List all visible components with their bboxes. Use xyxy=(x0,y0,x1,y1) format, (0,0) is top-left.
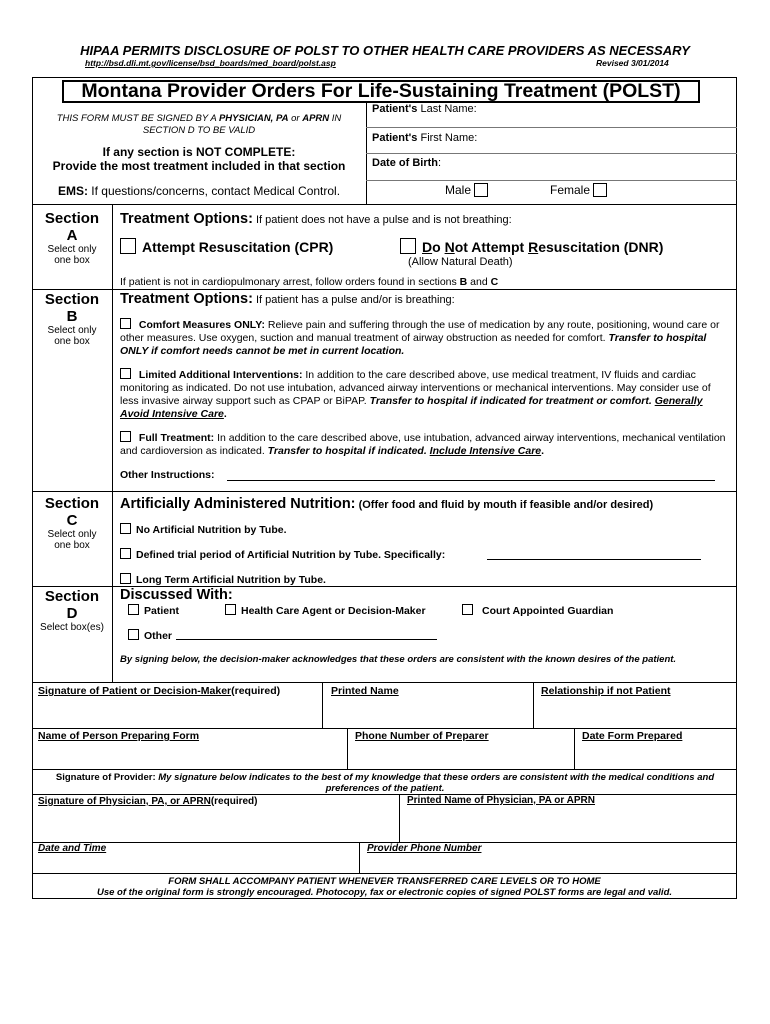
discussed-guardian-label: Court Appointed Guardian xyxy=(482,605,614,617)
limited-label: Limited Additional Interventions: xyxy=(138,369,303,381)
full-label: Full Treatment: xyxy=(138,432,215,444)
other-instructions-label: Other Instructions: xyxy=(120,469,215,481)
dob-label-b: Date of Birth xyxy=(372,157,438,169)
date-time-label: Date and Time xyxy=(38,843,107,854)
dnr-option[interactable] xyxy=(400,238,663,255)
last-name-label: Last Name: xyxy=(417,103,477,115)
decision-maker-acknowledgement: By signing below, the decision-maker acknowledges that these orders are consistent with the known desires of the patient. xyxy=(120,654,677,665)
printed-name-label: Printed Name xyxy=(331,685,399,697)
section-b-title-note: If patient has a pulse and/or is breathing: xyxy=(252,294,455,306)
discussed-other-option[interactable] xyxy=(128,629,172,643)
incomplete-1: If any section is NOT COMPLETE: xyxy=(102,145,296,159)
preparer-name-label: Name of Person Preparing Form xyxy=(38,730,200,742)
sig-patient-field[interactable] xyxy=(33,698,322,728)
section-d-label xyxy=(32,588,112,633)
trial-nutrition-option[interactable] xyxy=(120,548,445,562)
no-nutrition-label: No Artificial Nutrition by Tube. xyxy=(136,524,287,536)
limited-checkbox[interactable] xyxy=(120,368,131,379)
section-c-title-note: (Offer food and fluid by mouth if feasible and/or desired) xyxy=(355,499,654,511)
sign-or: or xyxy=(288,113,303,124)
a-footer-pre: If patient is not in cardiopulmonary arrest, follow orders found in sections xyxy=(120,276,460,288)
section-a-title-note: If patient does not have a pulse and is not breathing: xyxy=(252,214,512,226)
date-time-field[interactable] xyxy=(33,856,359,873)
discussed-guardian-checkbox[interactable] xyxy=(462,604,473,615)
ems-text: If questions/concerns, contact Medical Control. xyxy=(87,184,341,198)
section-b-sub1: Select only xyxy=(47,325,97,336)
provider-text: My signature below indicates to the best of my knowledge that these orders are consistent with the medical conditions and preferences of the patient. xyxy=(155,772,715,794)
dnr-2: ot Attempt xyxy=(454,239,529,255)
full-include: Include Intensive Care xyxy=(429,445,542,457)
discussed-agent-option[interactable] xyxy=(225,604,426,618)
preparer-name-field[interactable] xyxy=(33,743,347,769)
footer-line1: FORM SHALL ACCOMPANY PATIENT WHENEVER TRANSFERRED CARE LEVELS OR TO HOME xyxy=(168,876,601,887)
discussed-patient-option[interactable] xyxy=(128,604,179,618)
cpr-option[interactable] xyxy=(120,238,333,255)
no-nutrition-checkbox[interactable] xyxy=(120,523,131,534)
patient-first-name-field[interactable] xyxy=(372,132,477,145)
sign-b1: PHYSICIAN, PA xyxy=(218,113,289,124)
section-c-sub2: one box xyxy=(54,540,90,551)
section-column-divider xyxy=(112,204,113,682)
first-name-label: First Name: xyxy=(417,132,478,144)
dnr-r: R xyxy=(528,239,539,255)
section-c-letter: C xyxy=(66,512,78,529)
comfort-text: Relieve pain and suffering through the use of medication by any route, positioning, wound care or other measures. Use oxygen, suction and manual treatment of airway obstruction as needed for comfort. xyxy=(120,319,720,344)
no-nutrition-option[interactable] xyxy=(120,523,287,537)
sign-b2: APRN xyxy=(302,113,330,124)
discussed-patient-checkbox[interactable] xyxy=(128,604,139,615)
provider-label: Signature of Provider: xyxy=(55,772,156,783)
trial-nutrition-label: Defined trial period of Artificial Nutrition by Tube. Specifically: xyxy=(136,549,446,561)
female-label: Female xyxy=(550,183,591,197)
footer-notice xyxy=(33,876,736,898)
last-name-label-b: Patient's xyxy=(372,103,418,115)
long-term-nutrition-checkbox[interactable] xyxy=(120,573,131,584)
full-transfer: Transfer to hospital if indicated. xyxy=(267,445,430,457)
discussed-other-checkbox[interactable] xyxy=(128,629,139,640)
signature-requirement xyxy=(36,113,362,137)
limited-transfer: Transfer to hospital if indicated for treatment or comfort. xyxy=(369,395,655,407)
full-text: In addition to the care described above, use intubation, advanced airway interventions, mechanical ventilation and cardioversion as indicated. xyxy=(120,432,726,457)
limited-avoid: Generally Avoid Intensive Care xyxy=(120,395,703,420)
section-b-title xyxy=(120,290,455,308)
a-footer-and: and xyxy=(467,276,491,288)
dnr-1: o xyxy=(432,239,445,255)
comfort-checkbox[interactable] xyxy=(120,318,131,329)
discussed-patient-label: Patient xyxy=(144,605,180,617)
ems-notice xyxy=(36,184,362,198)
section-a-sub2: one box xyxy=(54,255,90,266)
discussed-other-line xyxy=(176,639,437,640)
section-a-head: Section xyxy=(44,210,100,227)
male-checkbox[interactable] xyxy=(445,183,494,197)
female-box[interactable] xyxy=(593,183,607,197)
cpr-label: Attempt Resuscitation (CPR) xyxy=(142,239,334,255)
relationship-field[interactable] xyxy=(534,698,736,728)
cpr-checkbox[interactable] xyxy=(120,238,136,254)
sig-physician-text: Signature of Physician, PA, or APRN xyxy=(38,796,211,807)
form-url-link[interactable]: http://bsd.dli.mt.gov/license/bsd_boards/med_board/polst.asp xyxy=(85,58,336,68)
female-checkbox[interactable] xyxy=(550,183,613,197)
section-c-title xyxy=(120,495,653,513)
printed-name-field[interactable] xyxy=(323,698,533,728)
sig-patient-req: (required) xyxy=(231,685,281,697)
a-footer-c: C xyxy=(490,276,499,288)
incomplete-notice xyxy=(36,145,362,173)
discussed-agent-checkbox[interactable] xyxy=(225,604,236,615)
full-end: . xyxy=(541,445,545,457)
section-a-footer xyxy=(120,276,498,288)
full-checkbox[interactable] xyxy=(120,431,131,442)
a-footer-b: B xyxy=(459,276,468,288)
footer-line2: Use of the original form is strongly encouraged. Photocopy, fax or electronic copies of signed POLST forms are legal and valid. xyxy=(96,887,673,898)
section-b-label xyxy=(32,291,112,347)
limited-option[interactable] xyxy=(120,368,726,421)
provider-phone-label: Provider Phone Number xyxy=(367,843,482,854)
date-prepared-label: Date Form Prepared xyxy=(582,730,683,742)
section-b-sub2: one box xyxy=(54,336,90,347)
sign-pre: THIS FORM MUST BE SIGNED BY A xyxy=(56,113,219,124)
discussed-guardian-option[interactable] xyxy=(462,604,613,618)
preparer-phone-label: Phone Number of Preparer xyxy=(355,730,489,742)
other-instructions-line xyxy=(227,480,715,481)
provider-statement xyxy=(40,772,730,794)
section-c-sub1: Select only xyxy=(47,529,97,540)
sign-line2: SECTION D TO BE VALID xyxy=(142,125,256,136)
long-term-nutrition-option[interactable] xyxy=(120,573,326,587)
section-a-title-main: Treatment Options: xyxy=(120,211,253,227)
male-label: Male xyxy=(445,183,472,197)
long-term-nutrition-label: Long Term Artificial Nutrition by Tube. xyxy=(136,574,326,586)
discussed-other-label: Other xyxy=(144,630,173,642)
sig-patient-label xyxy=(38,685,280,698)
first-name-label-b: Patient's xyxy=(372,132,418,144)
dob-label: : xyxy=(438,157,442,169)
section-d-title: Discussed With: xyxy=(120,587,233,603)
section-a-label xyxy=(32,210,112,266)
dnr-checkbox[interactable] xyxy=(400,238,416,254)
comfort-transfer: Transfer to hospital ONLY if comfort needs cannot be met in current location. xyxy=(120,332,707,357)
trial-nutrition-checkbox[interactable] xyxy=(120,548,131,559)
other-instructions-field[interactable] xyxy=(120,469,215,481)
section-b-title-main: Treatment Options: xyxy=(120,291,253,307)
section-c-head: Section xyxy=(44,495,100,512)
sig-physician-field[interactable] xyxy=(33,808,399,842)
sign-post: IN xyxy=(329,113,342,124)
relationship-label: Relationship if not Patient xyxy=(541,685,671,697)
ems-label: EMS: xyxy=(57,184,88,198)
provider-phone-field[interactable] xyxy=(360,856,736,873)
sig-physician-label xyxy=(38,795,257,808)
printed-physician-field[interactable] xyxy=(400,808,736,842)
revised-date: Revised 3/01/2014 xyxy=(596,58,669,68)
section-b-head: Section xyxy=(44,291,100,308)
trial-specifically-line xyxy=(487,559,701,560)
dnr-3: esuscitation (DNR) xyxy=(538,239,664,255)
page-title: Montana Provider Orders For Life-Sustaining Treatment (POLST) xyxy=(62,80,700,103)
dnr-n: N xyxy=(444,239,455,255)
section-d-sub: Select box(es) xyxy=(40,622,104,633)
section-c-title-main: Artificially Administered Nutrition: xyxy=(120,496,356,512)
comfort-label: Comfort Measures ONLY: xyxy=(138,319,265,331)
section-a-letter: A xyxy=(66,227,78,244)
preparer-phone-field[interactable] xyxy=(348,743,574,769)
dnr-d: D xyxy=(422,239,433,255)
dob-field[interactable] xyxy=(372,157,441,170)
sig-patient-text: Signature of Patient or Decision-Maker xyxy=(38,685,232,697)
incomplete-2: Provide the most treatment included in that section xyxy=(52,159,346,173)
date-prepared-field[interactable] xyxy=(575,743,736,769)
comfort-option[interactable] xyxy=(120,318,726,358)
section-a-sub1: Select only xyxy=(47,244,97,255)
allow-natural-death: (Allow Natural Death) xyxy=(408,256,513,268)
patient-last-name-field[interactable] xyxy=(372,103,477,116)
hipaa-disclosure: HIPAA PERMITS DISCLOSURE OF POLST TO OTHER HEALTH CARE PROVIDERS AS NECESSARY xyxy=(80,43,690,58)
section-d-letter: D xyxy=(66,605,78,622)
section-d-head: Section xyxy=(44,588,100,605)
discussed-agent-label: Health Care Agent or Decision-Maker xyxy=(241,605,426,617)
limited-text: In addition to the care described above, use medical treatment, IV fluids and cardiac monitoring as indicated. Do not use intubation, advanced airway interventions or mechanical interventions. May consider use of less invasive airway support such as CPAP or BiPAP. xyxy=(120,369,711,407)
male-box[interactable] xyxy=(474,183,488,197)
section-a-title xyxy=(120,210,512,228)
section-c-label xyxy=(32,495,112,551)
limited-end: . xyxy=(223,408,227,420)
sig-physician-req: (required) xyxy=(210,796,258,807)
printed-physician-label: Printed Name of Physician, PA or APRN xyxy=(407,795,596,806)
section-b-letter: B xyxy=(66,308,78,325)
full-option[interactable] xyxy=(120,431,726,458)
